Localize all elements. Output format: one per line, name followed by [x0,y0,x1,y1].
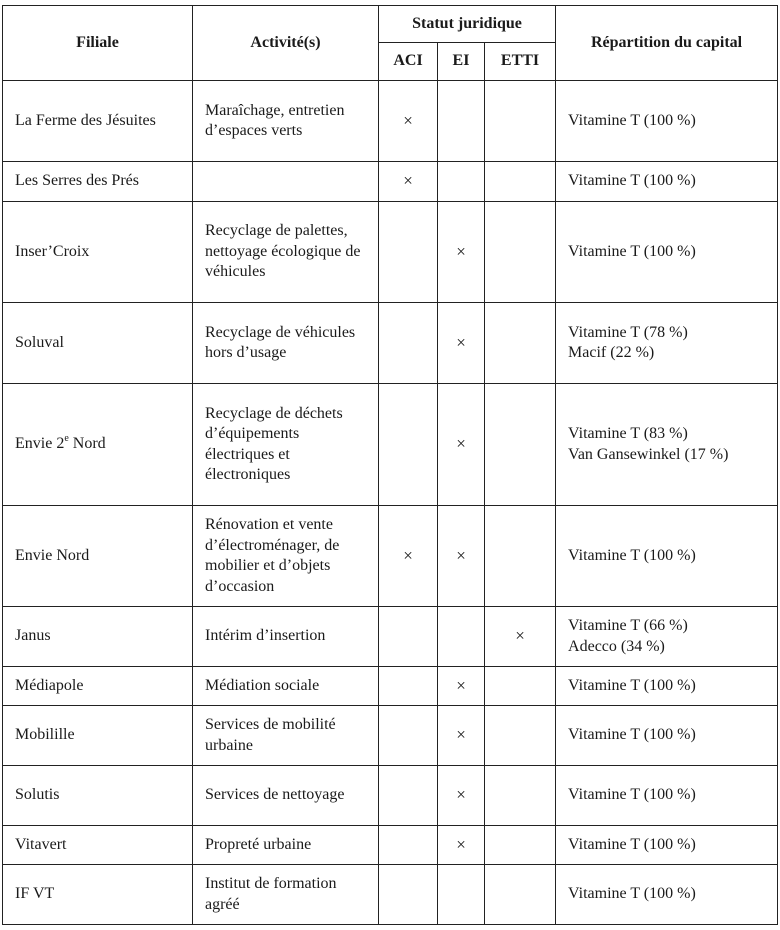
table-row [3,162,778,202]
cell-aci: × [379,162,438,202]
cell-aci [379,766,438,826]
capital-line: Vitamine T (100 %) [568,726,696,744]
filiale-name: Envie 2 [15,435,65,453]
cell-capital [556,766,778,826]
header-repartition-capital: Répartition du capital [556,6,778,81]
capital-line: Vitamine T (100 %) [568,885,696,903]
capital-line: Vitamine T (100 %) [568,172,696,190]
cell-activite [193,162,379,202]
table-row [3,766,778,826]
capital-line: Vitamine T (78 %) [568,323,688,341]
cell-activite: Propreté urbaine [193,826,379,865]
cell-etti [485,865,556,925]
cell-filiale: Mobilille [3,706,193,766]
capital-line: Vitamine T (100 %) [568,546,696,564]
cell-activite: Médiation sociale [193,667,379,706]
cell-etti [485,162,556,202]
filiales-table [2,5,778,925]
cell-activite: Rénovation et vente d’électroménager, de mobilier et d’objets d’occasion [193,506,379,607]
cell-etti [485,766,556,826]
table-row [3,826,778,865]
cell-etti [485,202,556,303]
cell-aci [379,303,438,384]
table-row [3,303,778,384]
capital-line: Vitamine T (100 %) [568,242,696,260]
cell-filiale: Inser’Croix [3,202,193,303]
cell-filiale: Solutis [3,766,193,826]
cell-capital [556,826,778,865]
cell-filiale: Médiapole [3,667,193,706]
cell-etti: × [485,607,556,667]
cell-activite: Services de nettoyage [193,766,379,826]
cell-capital [556,81,778,162]
cell-capital [556,706,778,766]
cell-aci: × [379,81,438,162]
table-row [3,607,778,667]
cell-ei [438,162,485,202]
cell-ei [438,865,485,925]
cell-etti [485,384,556,506]
header-activite: Activité(s) [193,6,379,81]
cell-activite: Institut de formation agréé [193,865,379,925]
cell-ei: × [438,384,485,506]
capital-line: Vitamine T (100 %) [568,111,696,129]
cell-etti [485,303,556,384]
cell-aci [379,607,438,667]
cell-filiale: Vitavert [3,826,193,865]
capital-line: Vitamine T (66 %) [568,617,688,634]
cell-ei: × [438,826,485,865]
cell-capital [556,607,778,667]
cell-ei [438,81,485,162]
cell-activite: Recyclage de palettes, nettoyage écologique de véhicules [193,202,379,303]
cell-activite: Recyclage de déchets d’équipements électriques et électroniques [193,384,379,506]
table-row [3,706,778,766]
table-row [3,81,778,162]
filiale-name-suffix: Nord [68,435,106,453]
table-body [3,81,778,925]
cell-filiale [3,384,193,506]
header-aci: ACI [379,43,438,81]
cell-aci: × [379,506,438,607]
cell-filiale: Soluval [3,303,193,384]
cell-etti [485,826,556,865]
cell-ei: × [438,706,485,766]
capital-line: Adecco (34 %) [568,637,665,655]
cell-filiale: Janus [3,607,193,667]
capital-line: Van Gansewinkel (17 %) [568,445,729,463]
table-header [3,6,778,81]
cell-activite: Recyclage de véhicules hors d’usage [193,303,379,384]
cell-filiale: Envie Nord [3,506,193,607]
capital-line: Macif (22 %) [568,344,655,361]
cell-ei [438,607,485,667]
cell-aci [379,826,438,865]
cell-activite: Maraîchage, entretien d’espaces verts [193,81,379,162]
cell-aci [379,865,438,925]
capital-line: Vitamine T (100 %) [568,676,696,694]
cell-aci [379,202,438,303]
cell-capital [556,162,778,202]
cell-etti [485,81,556,162]
cell-etti [485,706,556,766]
table-row [3,506,778,607]
cell-capital [556,384,778,506]
cell-etti [485,667,556,706]
cell-filiale: La Ferme des Jésuites [3,81,193,162]
cell-ei: × [438,506,485,607]
cell-ei: × [438,303,485,384]
cell-aci [379,384,438,506]
capital-line: Vitamine T (100 %) [568,835,696,853]
header-ei: EI [438,43,485,81]
header-etti: ETTI [485,43,556,81]
cell-filiale: IF VT [3,865,193,925]
cell-aci [379,706,438,766]
table-row [3,667,778,706]
cell-ei: × [438,667,485,706]
table-row [3,202,778,303]
cell-aci [379,667,438,706]
cell-capital [556,865,778,925]
cell-filiale: Les Serres des Prés [3,162,193,202]
cell-ei: × [438,766,485,826]
cell-capital [556,506,778,607]
cell-activite: Intérim d’insertion [193,607,379,667]
header-filiale: Filiale [3,6,193,81]
cell-ei: × [438,202,485,303]
cell-capital [556,202,778,303]
cell-activite: Services de mobilité urbaine [193,706,379,766]
table-row [3,865,778,925]
header-statut-juridique: Statut juridique [379,6,556,43]
capital-line: Vitamine T (83 %) [568,425,688,442]
table-row [3,384,778,506]
cell-capital [556,667,778,706]
filiale-superscript: e [64,433,69,445]
capital-line: Vitamine T (100 %) [568,786,696,804]
cell-capital [556,303,778,384]
cell-etti [485,506,556,607]
